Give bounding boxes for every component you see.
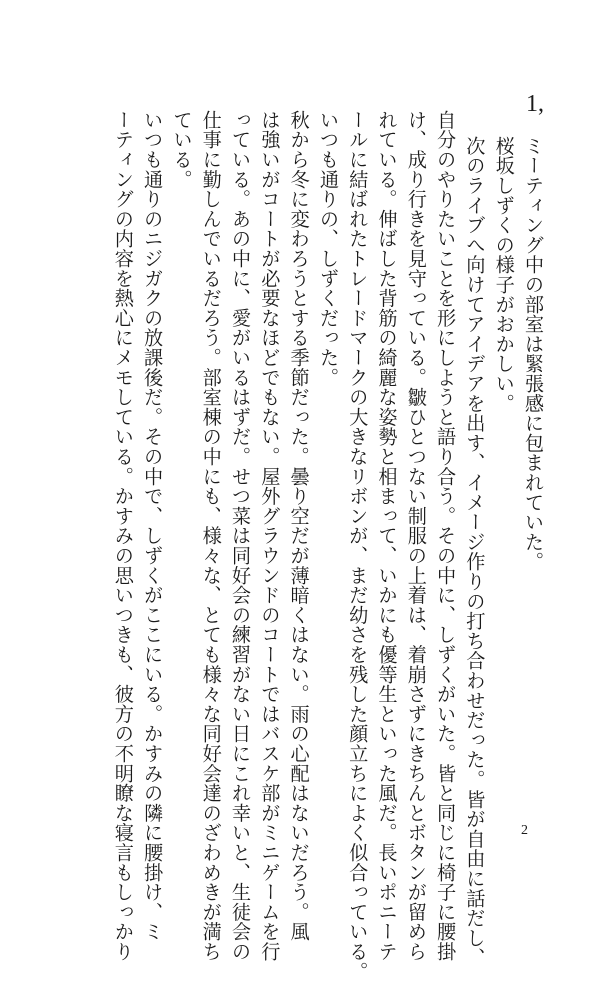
page-number: 2	[521, 823, 528, 838]
text-line: 秋から冬に変わろうとする季節だった。曇り空だが薄暗くはない。雨の心配はないだろう。風	[287, 110, 311, 942]
text-line: れている。伸ばした背筋の綺麗な姿勢と相まって、いかにも優等生といった風だ。長いポニーテ	[375, 110, 399, 962]
body-text	[109, 110, 548, 981]
text-line: ミーティング中の部室は緊張感に包まれていた。	[522, 136, 545, 572]
text-line: 桜坂しずくの様子がおかしい。	[492, 136, 516, 414]
text-line: は強いがコートが必要なほどでもない。屋外グラウンドのコートではバスケ部がミニゲームを行	[258, 110, 282, 962]
text-line: いつも通りのニジガクの放課後だ。その中で、しずくがここにいる。かすみの隣に腰掛け、ミ	[141, 110, 165, 942]
text-line: ーティングの内容を熱心にメモしている。かすみの思いつきも、彼方の不明瞭な寝言もしっかり	[111, 110, 135, 962]
text-line: っている。あの中に、愛がいるはずだ。せつ菜は同好会の練習がない日にこれ幸いと、生徒会の	[229, 110, 253, 962]
chapter-number: 1,	[526, 91, 544, 117]
text-line: ている。	[170, 110, 194, 190]
text-line: いつも通りの、しずくだった。	[316, 110, 340, 388]
text-line: け、成り行きを見守っている。皺ひとつない制服の上着は、着崩さずにきちんとボタンが留めら	[404, 110, 428, 962]
text-line: ールに結ばれたトレードマークの大きなリボンが、まだ幼さを残した顔立ちによく似合っている。	[346, 110, 370, 981]
text-line: 自分のやりたいことを形にしようと語り合う。その中に、しずくがいた。皆と同じに椅子に腰掛	[434, 110, 458, 962]
text-line: 仕事に勤しんでいるだろう。部室棟の中にも、様々な、とても様々な同好会達のざわめきが満ち	[199, 110, 223, 962]
text-line: 次のライブへ向けてアイデアを出す、イメージ作りの打ち合わせだった。皆が自由に話だし、	[463, 136, 487, 968]
